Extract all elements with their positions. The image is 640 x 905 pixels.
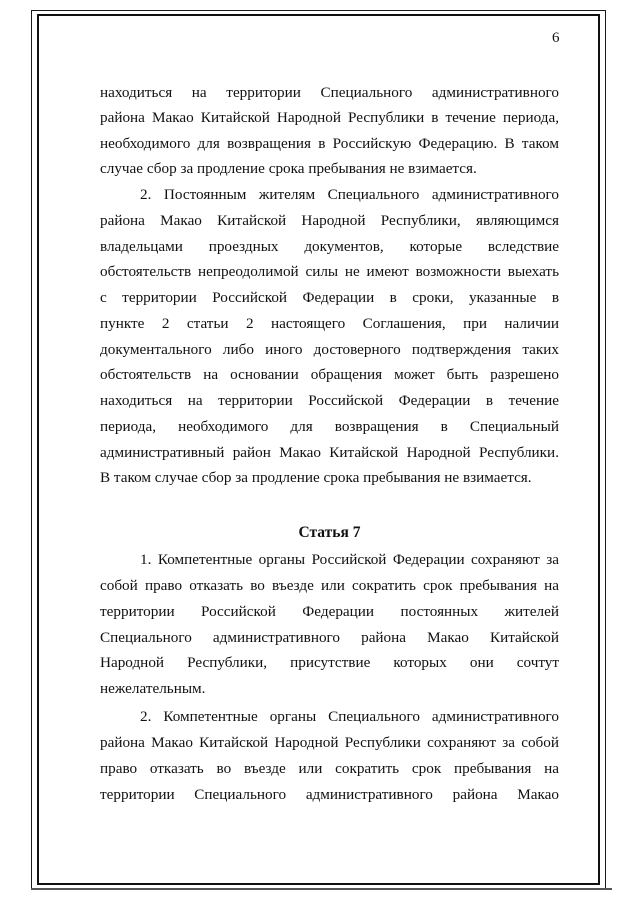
text-line: право отказать во въезде или сократить срок пребывания на [100, 760, 559, 777]
text-line: пункте 2 статьи 2 настоящего Соглашения, при наличии [100, 315, 559, 332]
text-line: случае сбор за продление срока пребывания не взимается. [100, 160, 477, 177]
text-line: собой право отказать во въезде или сократить срок пребывания на [100, 577, 559, 594]
text-line: 1. Компетентные органы Российской Федерации сохраняют за [140, 551, 559, 568]
text-line: владельцами проездных документов, которые вследствие [100, 238, 559, 255]
text-line: находиться на территории Российской Федерации в течение [100, 392, 559, 409]
page-number: 6 [552, 30, 560, 46]
text-line: необходимого для возвращения в Российскую Федерацию. В таком [100, 135, 559, 152]
text-line: 2. Постоянным жителям Специального административного [140, 186, 559, 203]
text-line: района Макао Китайской Народной Республики сохраняют за собой [100, 734, 559, 751]
text-line: территории Российской Федерации постоянных жителей [100, 603, 559, 620]
text-line: с территории Российской Федерации в сроки, указанные в [100, 289, 559, 306]
text-line: периода, необходимого для возвращения в Специальный [100, 418, 559, 435]
text-line: района Макао Китайской Народной Республики, являющимся [100, 212, 559, 229]
text-line: района Макао Китайской Народной Республики в течение периода, [100, 109, 559, 126]
text-line: нежелательным. [100, 680, 206, 697]
text-line: административный район Макао Китайской Народной Республики. [100, 444, 559, 461]
article-heading: Статья 7 [298, 524, 361, 541]
text-line: Народной Республики, присутствие которых они сочтут [100, 654, 559, 671]
text-line: В таком случае сбор за продление срока пребывания не взимается. [100, 469, 532, 486]
text-line: обстоятельств непреодолимой силы не имеют возможности выехать [100, 263, 559, 280]
text-line: обстоятельств на основании обращения может быть разрешено [100, 366, 559, 383]
text-line: 2. Компетентные органы Специального административного [140, 708, 559, 725]
text-line: территории Специального административного района Макао [100, 786, 559, 803]
text-line: документального либо иного достоверного подтверждения таких [100, 341, 559, 358]
text-line: Специального административного района Макао Китайской [100, 629, 559, 646]
text-line: находиться на территории Специального административного [100, 84, 559, 101]
page-border-shadow [31, 888, 612, 890]
